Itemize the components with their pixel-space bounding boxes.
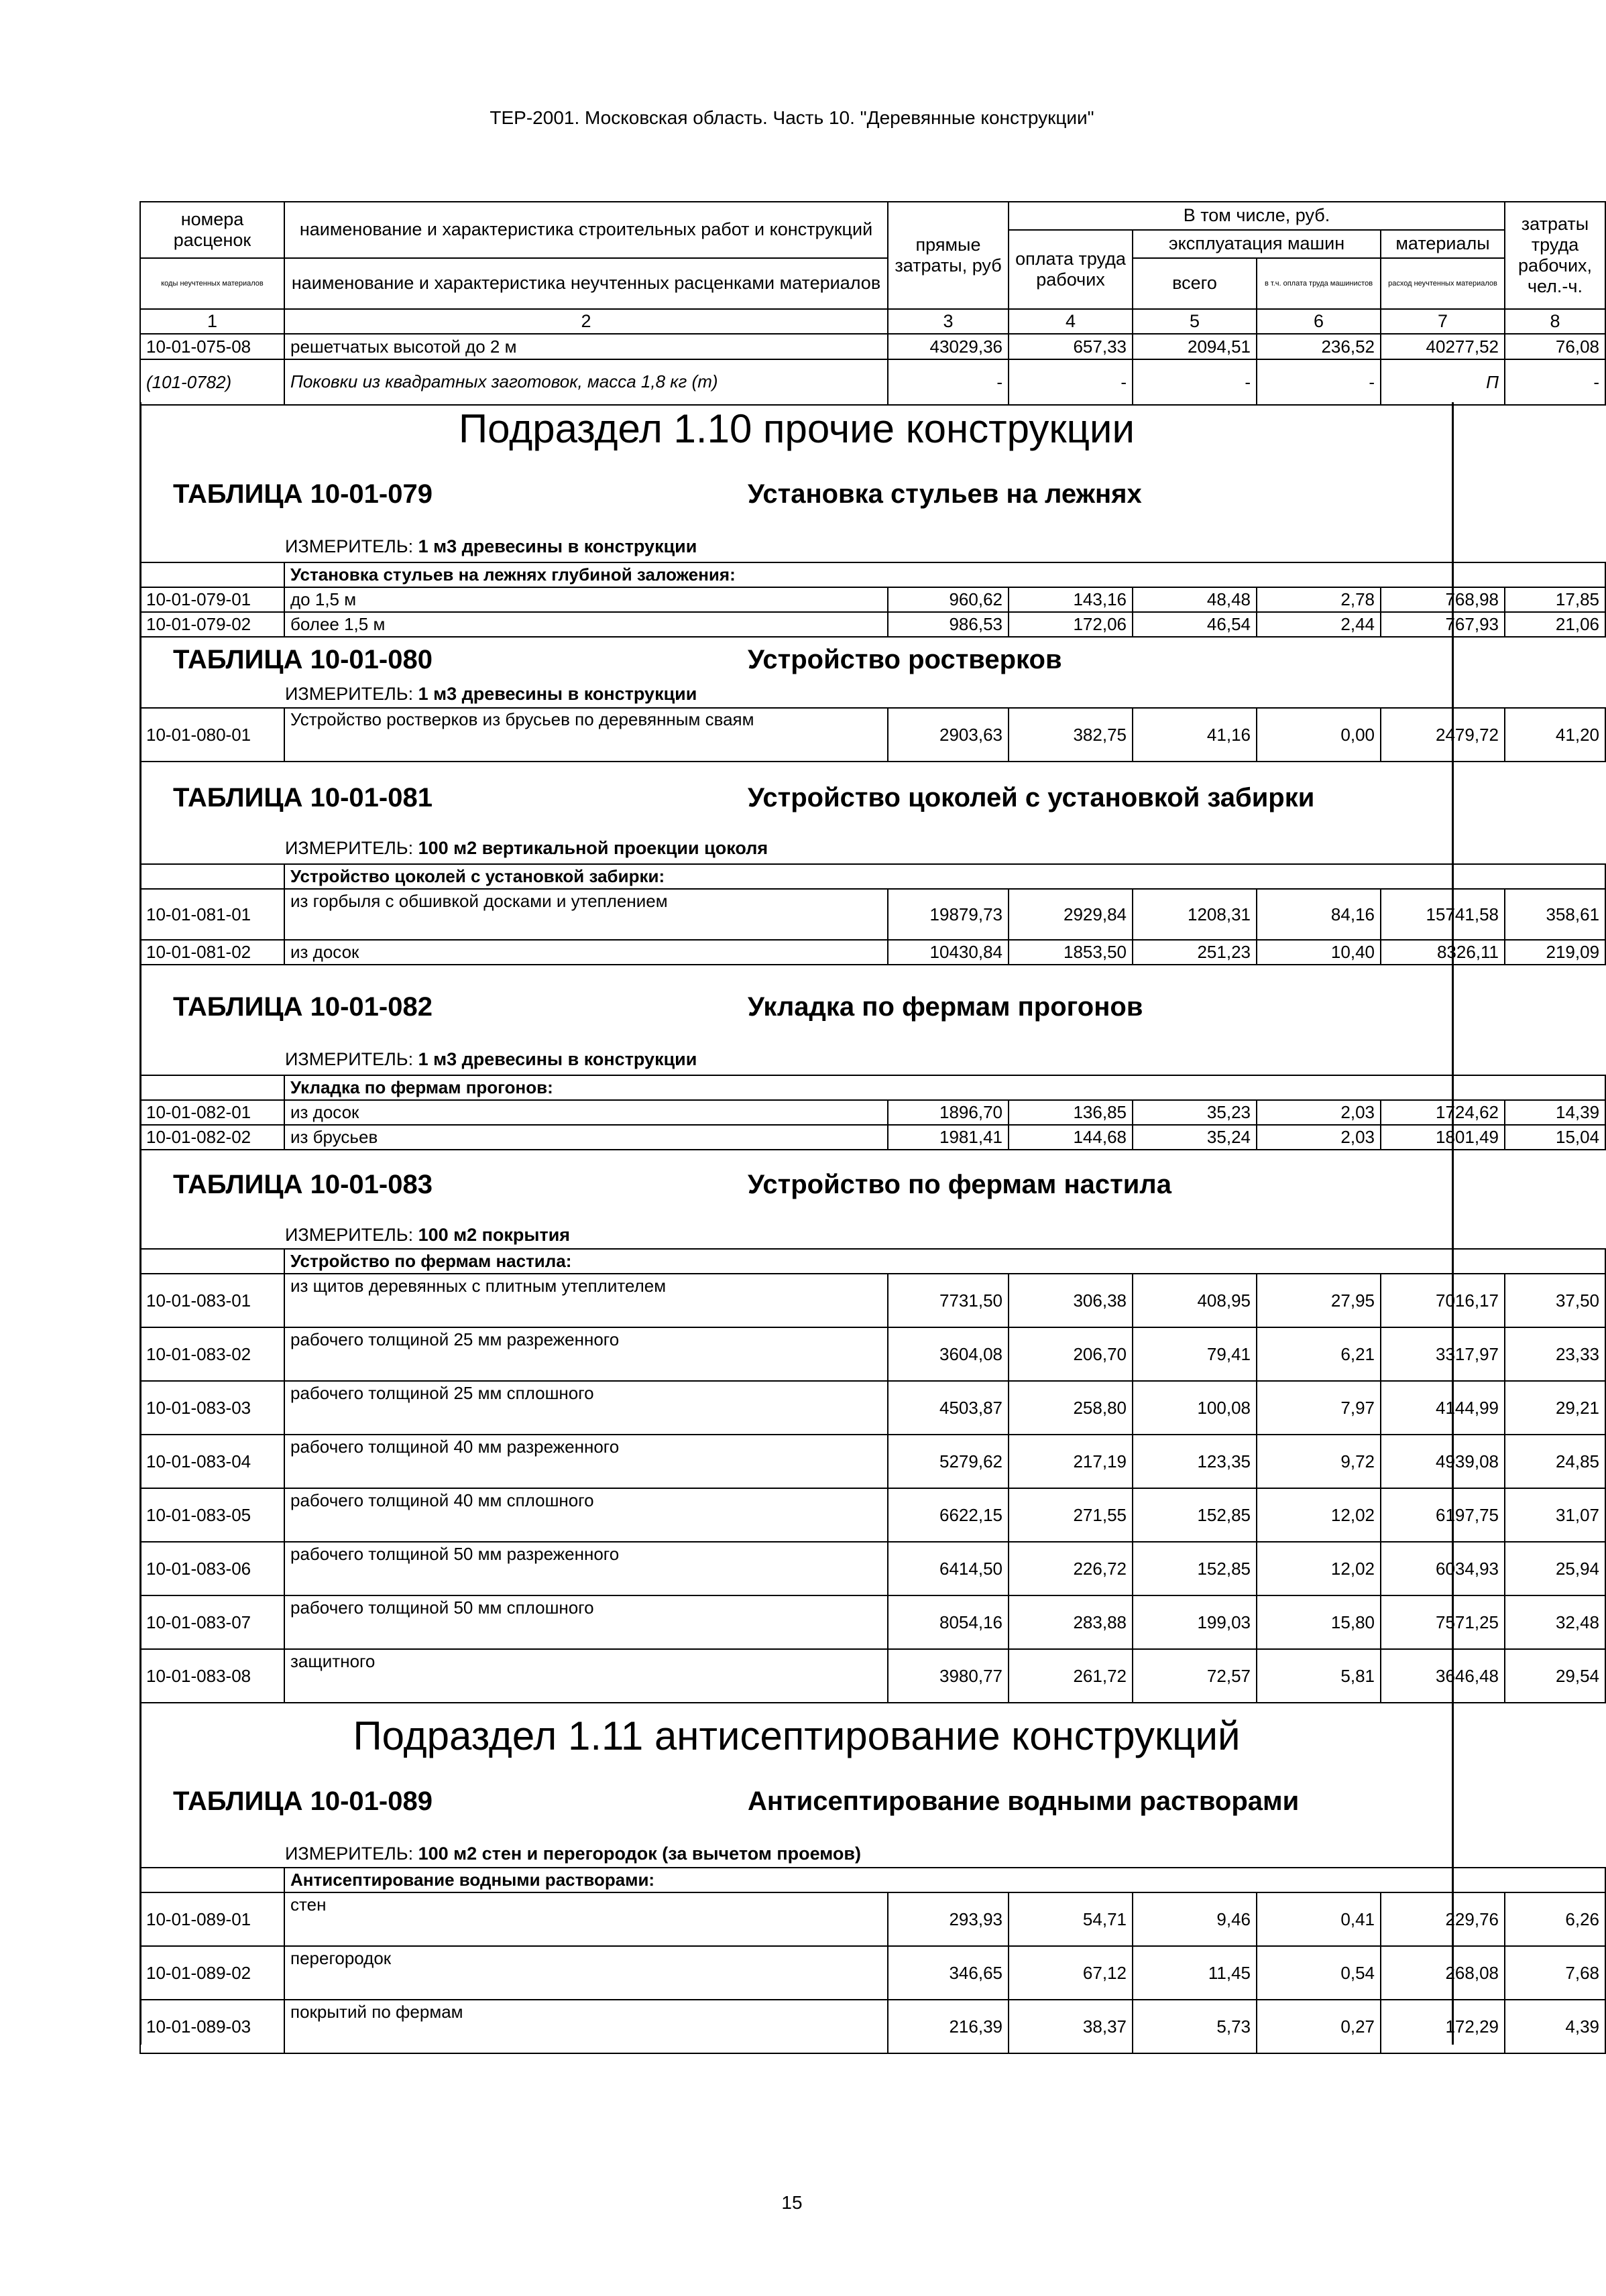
header-code-sub: коды неучтенных материалов [140,258,284,309]
table-cell: 6414,50 [888,1542,1009,1595]
table-cell: 41,16 [1133,708,1257,762]
table-cell: 72,57 [1133,1649,1257,1703]
header-materials-sub: расход неучтенных материалов [1381,258,1505,309]
table-cell: 258,80 [1009,1381,1133,1435]
table-cell: 2,03 [1257,1100,1381,1125]
table-cell: 10-01-089-02 [140,1946,284,2000]
table-cell: 6622,15 [888,1488,1009,1542]
table-cell: 10-01-080-01 [140,708,284,762]
table-cell: 7,97 [1257,1381,1381,1435]
table-row [140,1100,1605,1125]
table-cell: 10430,84 [888,940,1009,965]
table-089-title: Антисептирование водными растворами [748,1787,1300,1816]
table-cell: 382,75 [1009,708,1133,762]
table-cell: 10-01-089-01 [140,1892,284,1946]
header-machines: эксплуатация машин [1133,230,1381,258]
table-cell: покрытий по фермам [284,2000,888,2053]
table-cell: 136,85 [1009,1100,1133,1125]
table-cell: 10-01-082-02 [140,1125,284,1150]
table-cell: 43029,36 [888,334,1009,359]
table-cell: 0,54 [1257,1946,1381,2000]
table-cell: 17,85 [1505,587,1605,612]
table-cell: рабочего толщиной 40 мм разреженного [284,1435,888,1488]
table-cell: 8326,11 [1381,940,1505,965]
table-cell: 10-01-083-04 [140,1435,284,1488]
table-081 [139,863,1606,965]
table-cell: решетчатых высотой до 2 м [284,334,888,359]
table-row [140,1946,1605,2000]
table-cell: 172,29 [1381,2000,1505,2053]
table-cell: 2479,72 [1381,708,1505,762]
table-083 [139,1248,1606,1703]
table-cell: 7731,50 [888,1274,1009,1327]
page-number: 15 [781,2192,803,2213]
table-cell: 37,50 [1505,1274,1605,1327]
table-cell: - [1133,359,1257,405]
table-cell: 3604,08 [888,1327,1009,1381]
table-cell: рабочего толщиной 25 мм сплошного [284,1381,888,1435]
table-cell: 1896,70 [888,1100,1009,1125]
table-cell: 8 [1505,309,1605,334]
table-row [140,889,1605,940]
header-machines-incl: в т.ч. оплата труда машинистов [1257,258,1381,309]
table-cell: 41,20 [1505,708,1605,762]
table-cell: 216,39 [888,2000,1009,2053]
table-cell: 10-01-083-02 [140,1327,284,1381]
table-cell: 2,44 [1257,612,1381,637]
table-cell: 229,76 [1381,1892,1505,1946]
table-cell: 10-01-075-08 [140,334,284,359]
table-cell: рабочего толщиной 25 мм разреженного [284,1327,888,1381]
table-cell: Поковки из квадратных заготовок, масса 1,8 кг (т) [284,359,888,405]
table-cell: 172,06 [1009,612,1133,637]
table-cell: 15,04 [1505,1125,1605,1150]
table-cell: 5,81 [1257,1649,1381,1703]
table-cell: 19879,73 [888,889,1009,940]
table-row [140,1125,1605,1150]
table-cell: 10-01-083-08 [140,1649,284,1703]
table-080-meter: ИЗМЕРИТЕЛЬ: 1 м3 древесины в конструкции [285,684,697,704]
table-cell: Устройство ростверков из брусьев по деревянным сваям [284,708,888,762]
table-cell: 657,33 [1009,334,1133,359]
table-row [140,1649,1605,1703]
table-cell: 15741,58 [1381,889,1505,940]
table-cell: 76,08 [1505,334,1605,359]
header-materials: материалы [1381,230,1505,258]
table-cell: 8054,16 [888,1595,1009,1649]
table-cell: 79,41 [1133,1327,1257,1381]
table-cell: 261,72 [1009,1649,1133,1703]
table-cell: 960,62 [888,587,1009,612]
table-row [140,1435,1605,1488]
table-cell: 199,03 [1133,1595,1257,1649]
table-cell: 9,72 [1257,1435,1381,1488]
table-cell: 4939,08 [1381,1435,1505,1488]
table-row [140,1488,1605,1542]
table-080 [139,707,1606,762]
table-cell: 4,39 [1505,2000,1605,2053]
table-cell: 217,19 [1009,1435,1133,1488]
table-cell: 38,37 [1009,2000,1133,2053]
table-cell: 6034,93 [1381,1542,1505,1595]
table-cell: 9,46 [1133,1892,1257,1946]
table-cell: 10-01-082-01 [140,1100,284,1125]
table-cell: рабочего толщиной 50 мм сплошного [284,1595,888,1649]
table-079-meter: ИЗМЕРИТЕЛЬ: 1 м3 древесины в конструкции [285,536,697,556]
table-row [140,2000,1605,2053]
table-cell: 0,41 [1257,1892,1381,1946]
table-cell: 25,94 [1505,1542,1605,1595]
table-cell [140,1249,284,1274]
table-cell: 10-01-083-07 [140,1595,284,1649]
table-cell: 346,65 [888,1946,1009,2000]
table-cell: 10-01-083-05 [140,1488,284,1542]
table-cell: 1801,49 [1381,1125,1505,1150]
table-cell: 2,03 [1257,1125,1381,1150]
table-082-title: Укладка по фермам прогонов [748,992,1143,1022]
table-cell: 5279,62 [888,1435,1009,1488]
table-cell: 24,85 [1505,1435,1605,1488]
table-cell: 2094,51 [1133,334,1257,359]
table-cell: 0,00 [1257,708,1381,762]
table-cell: 236,52 [1257,334,1381,359]
table-079-code: ТАБЛИЦА 10-01-079 [173,479,433,509]
column-number-row [140,309,1605,334]
table-081-meter: ИЗМЕРИТЕЛЬ: 100 м2 вертикальной проекции цоколя [285,838,768,858]
table-cell: 29,54 [1505,1649,1605,1703]
table-cell: 21,06 [1505,612,1605,637]
table-cell: 46,54 [1133,612,1257,637]
table-cell: 7,68 [1505,1946,1605,2000]
table-cell: из брусьев [284,1125,888,1150]
table-cell: 67,12 [1009,1946,1133,2000]
table-cell: - [1505,359,1605,405]
table-089-meter: ИЗМЕРИТЕЛЬ: 100 м2 стен и перегородок (за вычетом проемов) [285,1844,861,1864]
table-cell [140,562,284,587]
table-cell: 3980,77 [888,1649,1009,1703]
table-cell: 5 [1133,309,1257,334]
table-083-meter: ИЗМЕРИТЕЛЬ: 100 м2 покрытия [285,1225,571,1245]
table-cell: 12,02 [1257,1542,1381,1595]
table-cell: 408,95 [1133,1274,1257,1327]
table-cell: 11,45 [1133,1946,1257,2000]
table-cell: 226,72 [1009,1542,1133,1595]
table-cell: 6197,75 [1381,1488,1505,1542]
table-cell: 283,88 [1009,1595,1133,1649]
table-cell: 271,55 [1009,1488,1133,1542]
table-cell: из горбыля с обшивкой досками и утеплением [284,889,888,940]
table-cell: 32,48 [1505,1595,1605,1649]
table-row [140,359,1605,405]
table-row [140,1327,1605,1381]
table-row [140,334,1605,359]
table-cell: 268,08 [1381,1946,1505,2000]
table-cell: стен [284,1892,888,1946]
header-name-sub: наименование и характеристика неучтенных расценками материалов [284,258,888,309]
table-cell: - [1009,359,1133,405]
table-cell: 6,21 [1257,1327,1381,1381]
table-cell: 10-01-083-06 [140,1542,284,1595]
table-cell: 31,07 [1505,1488,1605,1542]
table-cell: 100,08 [1133,1381,1257,1435]
table-cell: 206,70 [1009,1327,1133,1381]
group-label: Устройство по фермам настила: [284,1249,1605,1274]
table-081-code: ТАБЛИЦА 10-01-081 [173,783,433,812]
header-labor: затраты труда рабочих, чел.-ч. [1505,202,1605,309]
table-cell: 152,85 [1133,1488,1257,1542]
table-cell: 10-01-083-03 [140,1381,284,1435]
table-cell: 768,98 [1381,587,1505,612]
header-machines-total: всего [1133,258,1257,309]
table-cell: рабочего толщиной 50 мм разреженного [284,1542,888,1595]
table-cell: - [888,359,1009,405]
table-cell: 35,23 [1133,1100,1257,1125]
table-cell: 40277,52 [1381,334,1505,359]
table-cell: 7016,17 [1381,1274,1505,1327]
table-cell: из щитов деревянных с плитным утеплителем [284,1274,888,1327]
table-cell: 2 [284,309,888,334]
table-cell: 1981,41 [888,1125,1009,1150]
table-cell: 3317,97 [1381,1327,1505,1381]
table-cell: 10-01-079-02 [140,612,284,637]
table-081-title: Устройство цоколей с установкой забирки [748,783,1315,812]
subsection-1-11: Подраздел 1.11 антисептирование конструкций [353,1713,1241,1758]
table-cell: 767,93 [1381,612,1505,637]
table-cell: 84,16 [1257,889,1381,940]
table-cell: 0,27 [1257,2000,1381,2053]
table-cell: 4144,99 [1381,1381,1505,1435]
table-row [140,708,1605,762]
table-080-title: Устройство ростверков [748,645,1062,674]
table-cell: 6,26 [1505,1892,1605,1946]
table-cell: 5,73 [1133,2000,1257,2053]
table-cell: 4 [1009,309,1133,334]
table-cell: 219,09 [1505,940,1605,965]
header-name: наименование и характеристика строительных работ и конструкций [284,202,888,258]
table-cell: 27,95 [1257,1274,1381,1327]
table-row [140,1381,1605,1435]
subsection-1-10: Подраздел 1.10 прочие конструкции [459,406,1135,451]
table-079-title: Установка стульев на лежнях [748,479,1142,509]
group-label: Антисептирование водными растворами: [284,1868,1605,1892]
table-cell: 2,78 [1257,587,1381,612]
table-cell: из досок [284,940,888,965]
table-cell: 306,38 [1009,1274,1133,1327]
table-082 [139,1075,1606,1150]
table-cell: защитного [284,1649,888,1703]
table-079 [139,562,1606,638]
table-cell: 152,85 [1133,1542,1257,1595]
table-cell: 14,39 [1505,1100,1605,1125]
group-label: Устройство цоколей с установкой забирки: [284,864,1605,889]
table-cell [140,1075,284,1100]
table-row [140,940,1605,965]
rates-header-table [139,201,1606,406]
table-cell: 10-01-079-01 [140,587,284,612]
header-including: В том числе, руб. [1009,202,1505,230]
table-cell: 2903,63 [888,708,1009,762]
table-089 [139,1867,1606,2054]
table-cell: 1 [140,309,284,334]
table-cell: 6 [1257,309,1381,334]
table-cell: 12,02 [1257,1488,1381,1542]
table-cell: 23,33 [1505,1327,1605,1381]
table-cell: 10,40 [1257,940,1381,965]
table-cell: 1853,50 [1009,940,1133,965]
header-labor-pay: оплата труда рабочих [1009,230,1133,309]
table-cell: более 1,5 м [284,612,888,637]
table-cell: 15,80 [1257,1595,1381,1649]
table-cell: 7571,25 [1381,1595,1505,1649]
table-row [140,1595,1605,1649]
header-code: номера расценок [140,202,284,258]
table-cell: 144,68 [1009,1125,1133,1150]
table-082-code: ТАБЛИЦА 10-01-082 [173,992,433,1022]
table-cell: 10-01-081-02 [140,940,284,965]
table-cell: 10-01-081-01 [140,889,284,940]
table-row [140,612,1605,637]
table-082-meter: ИЗМЕРИТЕЛЬ: 1 м3 древесины в конструкции [285,1049,697,1069]
table-cell: - [1257,359,1381,405]
table-cell: 7 [1381,309,1505,334]
table-row [140,1542,1605,1595]
table-cell: 2929,84 [1009,889,1133,940]
table-cell: рабочего толщиной 40 мм сплошного [284,1488,888,1542]
table-cell: 251,23 [1133,940,1257,965]
table-cell: 29,21 [1505,1381,1605,1435]
table-083-title: Устройство по фермам настила [748,1170,1171,1199]
document-title: ТЕР-2001. Московская область. Часть 10. "Деревянные конструкции" [490,107,1094,128]
table-cell [140,864,284,889]
table-cell: П [1381,359,1505,405]
group-label: Установка стульев на лежнях глубиной заложения: [284,562,1605,587]
table-cell: до 1,5 м [284,587,888,612]
table-cell: из досок [284,1100,888,1125]
table-cell [140,1868,284,1892]
table-cell: 1208,31 [1133,889,1257,940]
table-083-code: ТАБЛИЦА 10-01-083 [173,1170,433,1199]
table-cell: 35,24 [1133,1125,1257,1150]
table-cell: перегородок [284,1946,888,2000]
header-direct: прямые затраты, руб [888,202,1009,309]
table-089-code: ТАБЛИЦА 10-01-089 [173,1787,433,1816]
table-cell: 3 [888,309,1009,334]
table-cell: 293,93 [888,1892,1009,1946]
table-cell: 986,53 [888,612,1009,637]
table-cell: (101-0782) [140,359,284,405]
table-row [140,587,1605,612]
table-cell: 4503,87 [888,1381,1009,1435]
table-cell: 123,35 [1133,1435,1257,1488]
group-label: Укладка по фермам прогонов: [284,1075,1605,1100]
table-080-code: ТАБЛИЦА 10-01-080 [173,645,433,674]
table-row [140,1892,1605,1946]
table-cell: 10-01-083-01 [140,1274,284,1327]
table-cell: 1724,62 [1381,1100,1505,1125]
table-row [140,1274,1605,1327]
table-cell: 48,48 [1133,587,1257,612]
table-cell: 358,61 [1505,889,1605,940]
table-cell: 10-01-089-03 [140,2000,284,2053]
table-cell: 54,71 [1009,1892,1133,1946]
table-cell: 3646,48 [1381,1649,1505,1703]
table-cell: 143,16 [1009,587,1133,612]
